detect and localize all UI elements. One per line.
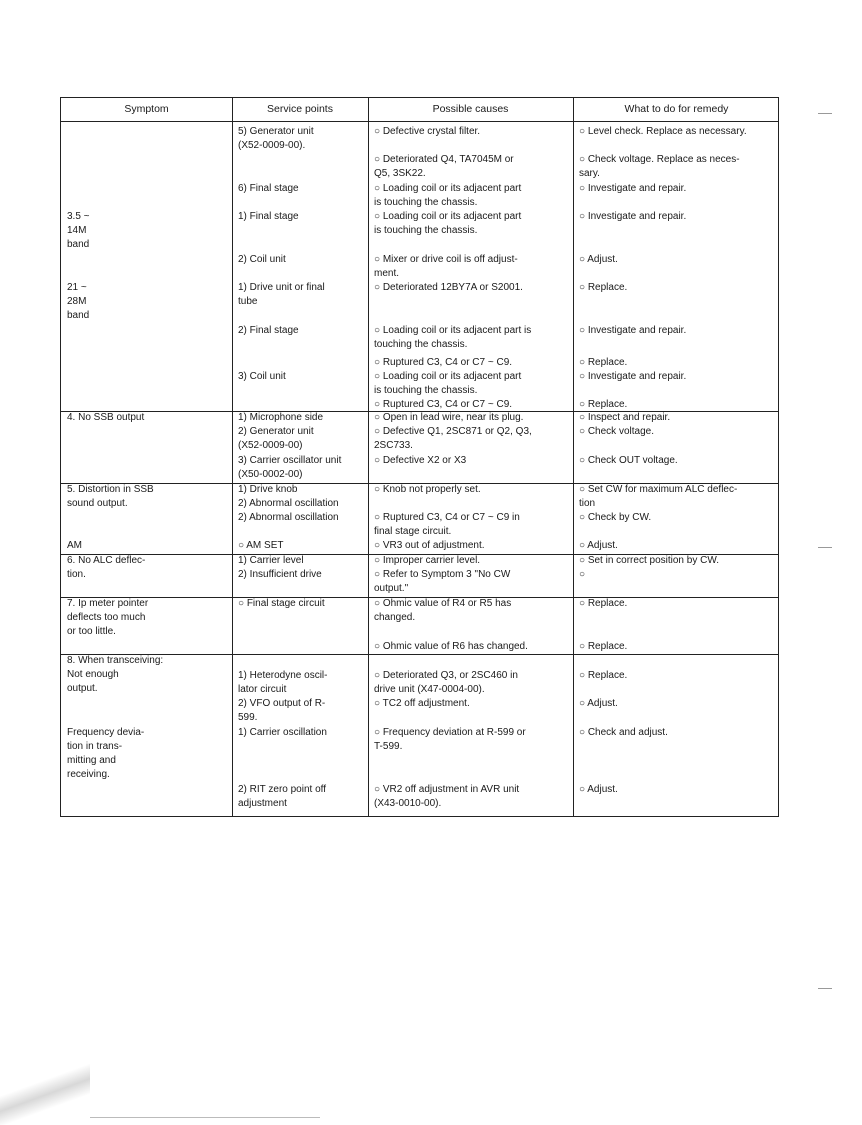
service-point-cell: 1) Final stage — [238, 211, 299, 222]
header-symptom: Symptom — [124, 103, 169, 115]
cause-cell: ○ Improper carrier level. — [374, 555, 481, 566]
service-point-cell: 6) Final stage — [238, 183, 299, 194]
column-divider — [232, 98, 233, 816]
service-point-cell: 1) Drive unit or final tube — [238, 282, 325, 307]
cause-cell: ○ Loading coil or its adjacent part is touching the chassis. — [374, 211, 522, 236]
service-point-cell: 2) VFO output of R- 599. — [238, 698, 326, 723]
remedy-cell: ○ Check voltage. — [579, 426, 654, 437]
cause-cell: ○ Ohmic value of R6 has changed. — [374, 641, 528, 652]
cause-cell: ○ Open in lead wire, near its plug. — [374, 412, 524, 423]
remedy-cell: ○ Replace. — [579, 399, 628, 410]
symptom-cell: 6. No ALC deflec- tion. — [67, 555, 146, 580]
service-point-cell: ○ AM SET — [238, 540, 284, 551]
symptom-cell: 5. Distortion in SSB sound output. — [67, 484, 154, 509]
remedy-cell: ○ Check OUT voltage. — [579, 455, 678, 466]
remedy-cell: ○ Replace. — [579, 670, 628, 681]
margin-mark — [818, 113, 832, 114]
header-possible-causes: Possible causes — [432, 103, 509, 115]
cause-cell: ○ Ruptured C3, C4 or C7 ~ C9. — [374, 357, 513, 368]
remedy-cell: ○ Investigate and repair. — [579, 183, 687, 194]
service-point-cell: 1) Microphone side — [238, 412, 324, 423]
cause-cell: ○ Loading coil or its adjacent part is touching the chassis. — [374, 183, 522, 208]
remedy-cell: ○ Investigate and repair. — [579, 325, 687, 336]
scan-edge-line — [90, 1117, 320, 1118]
symptom-cell: Frequency devia- tion in trans- mitting and receiving. — [67, 727, 145, 780]
remedy-cell: ○ Set CW for maximum ALC deflec- tion — [579, 484, 738, 509]
service-point-cell: 1) Heterodyne oscil- lator circuit — [238, 670, 328, 695]
symptom-cell: 7. Ip meter pointer deflects too much or too little. — [67, 598, 149, 637]
symptom-cell: 4. No SSB output — [67, 412, 145, 423]
service-point-cell: 2) RIT zero point off adjustment — [238, 784, 327, 809]
remedy-cell: ○ Set in correct position by CW. — [579, 555, 719, 566]
service-point-cell: 2) Abnormal oscillation — [238, 512, 339, 523]
symptom-cell: 8. When transceiving: Not enough output. — [67, 655, 164, 694]
remedy-cell: ○ — [579, 569, 586, 580]
service-point-cell: 5) Generator unit (X52-0009-00). — [238, 126, 314, 151]
cause-cell: ○ TC2 off adjustment. — [374, 698, 470, 709]
cause-cell: ○ Ohmic value of R4 or R5 has changed. — [374, 598, 512, 623]
header-remedy: What to do for remedy — [624, 103, 729, 115]
service-point-cell: 1) Carrier level — [238, 555, 304, 566]
cause-cell: ○ Refer to Symptom 3 "No CW output." — [374, 569, 511, 594]
remedy-cell: ○ Check by CW. — [579, 512, 652, 523]
service-point-cell: 1) Drive knob — [238, 484, 298, 495]
cause-cell: ○ VR3 out of adjustment. — [374, 540, 485, 551]
service-point-cell: ○ Final stage circuit — [238, 598, 325, 609]
remedy-cell: ○ Inspect and repair. — [579, 412, 671, 423]
cause-cell: ○ VR2 off adjustment in AVR unit (X43-0010-00). — [374, 784, 520, 809]
cause-cell: ○ Defective crystal filter. — [374, 126, 481, 137]
margin-mark — [818, 988, 832, 989]
symptom-cell: 3.5 ~ 14M band — [67, 211, 90, 250]
cause-cell: ○ Deteriorated Q4, TA7045M or Q5, 3SK22. — [374, 154, 514, 179]
remedy-cell: ○ Level check. Replace as necessary. — [579, 126, 747, 137]
remedy-cell: ○ Check and adjust. — [579, 727, 668, 738]
remedy-cell: ○ Investigate and repair. — [579, 371, 687, 382]
remedy-cell: ○ Replace. — [579, 357, 628, 368]
remedy-cell: ○ Adjust. — [579, 540, 618, 551]
column-divider — [573, 98, 574, 816]
cause-cell: ○ Defective X2 or X3 — [374, 455, 467, 466]
symptom-cell: 21 ~ 28M band — [67, 282, 90, 321]
header-service-points: Service points — [267, 103, 333, 115]
column-divider — [368, 98, 369, 816]
service-point-cell: 2) Coil unit — [238, 254, 286, 265]
service-point-cell: 3) Carrier oscillator unit (X50-0002-00) — [238, 455, 342, 480]
cause-cell: ○ Defective Q1, 2SC871 or Q2, Q3, 2SC733. — [374, 426, 532, 451]
remedy-cell: ○ Replace. — [579, 598, 628, 609]
cause-cell: ○ Loading coil or its adjacent part is touching the chassis. — [374, 325, 532, 350]
remedy-cell: ○ Replace. — [579, 282, 628, 293]
service-point-cell: 2) Abnormal oscillation — [238, 498, 339, 509]
symptom-cell: AM — [67, 540, 82, 551]
service-point-cell: 2) Final stage — [238, 325, 299, 336]
header-divider — [61, 121, 778, 122]
service-point-cell: 1) Carrier oscillation — [238, 727, 327, 738]
troubleshooting-table — [60, 97, 779, 817]
service-point-cell: 2) Generator unit (X52-0009-00) — [238, 426, 314, 451]
remedy-cell: ○ Replace. — [579, 641, 628, 652]
remedy-cell: ○ Investigate and repair. — [579, 211, 687, 222]
cause-cell: ○ Knob not properly set. — [374, 484, 481, 495]
cause-cell: ○ Ruptured C3, C4 or C7 ~ C9. — [374, 399, 513, 410]
margin-mark — [818, 547, 832, 548]
cause-cell: ○ Deteriorated Q3, or 2SC460 in drive unit (X47-0004-00). — [374, 670, 518, 695]
cause-cell: ○ Mixer or drive coil is off adjust- ment. — [374, 254, 518, 279]
service-point-cell: 3) Coil unit — [238, 371, 286, 382]
cause-cell: ○ Frequency deviation at R-599 or T-599. — [374, 727, 526, 752]
scan-shadow — [0, 1055, 90, 1125]
remedy-cell: ○ Adjust. — [579, 698, 618, 709]
remedy-cell: ○ Adjust. — [579, 784, 618, 795]
service-point-cell: 2) Insufficient drive — [238, 569, 322, 580]
remedy-cell: ○ Check voltage. Replace as neces- sary. — [579, 154, 740, 179]
cause-cell: ○ Deteriorated 12BY7A or S2001. — [374, 282, 523, 293]
cause-cell: ○ Ruptured C3, C4 or C7 ~ C9 in final stage circuit. — [374, 512, 520, 537]
remedy-cell: ○ Adjust. — [579, 254, 618, 265]
cause-cell: ○ Loading coil or its adjacent part is touching the chassis. — [374, 371, 522, 396]
